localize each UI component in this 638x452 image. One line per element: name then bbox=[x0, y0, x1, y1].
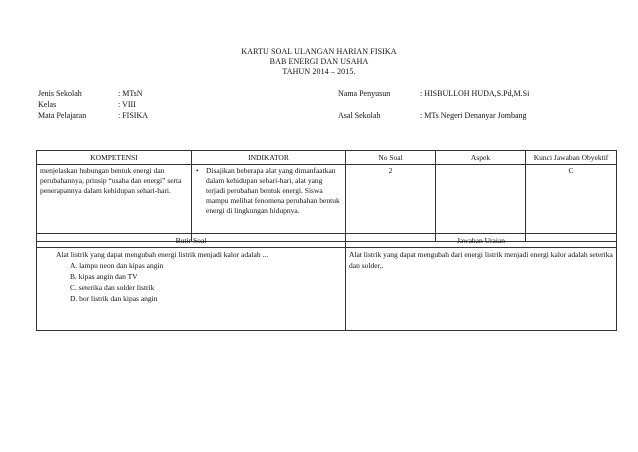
header-no-soal: No Soal bbox=[346, 151, 436, 165]
bullet-icon: • bbox=[196, 166, 199, 175]
meta-label: Jenis Sekolah bbox=[38, 89, 82, 98]
cell-aspek bbox=[436, 165, 526, 242]
cell-butir-soal bbox=[37, 248, 346, 331]
meta-row-jenis-sekolah bbox=[38, 88, 148, 99]
meta-value: : MTsN bbox=[118, 89, 143, 98]
meta-row-asal-sekolah bbox=[338, 110, 529, 121]
cell-kompetensi: menjelaskan hubungan bentuk energi dan perubahannya, prinsip “usaha dan energi” serta penerapannya dalam kehidupan sehari-hari. bbox=[37, 165, 192, 242]
option-a: A. lampu neon dan kipas angin bbox=[70, 261, 164, 270]
meta-left bbox=[38, 88, 148, 121]
question-header-row bbox=[37, 234, 617, 248]
meta-row-spacer bbox=[338, 99, 529, 110]
question-table bbox=[36, 233, 617, 331]
competency-header-row bbox=[37, 151, 617, 165]
meta-value: : MTs Negeri Denanyar Jombang bbox=[420, 111, 527, 120]
header-jawaban-uraian: Jawaban Uraian bbox=[346, 234, 617, 248]
cell-no-soal: 2 bbox=[346, 165, 436, 242]
header-kompetensi: KOMPETENSI bbox=[37, 151, 192, 165]
indikator-text: Disajikan beberapa alat yang dimanfaatkan dalam kehidupan sehari-hari, alat yang terjadi perubahan bentuk energi. Siswa mampu melihat fenomena perubahan bentuk energi di lingkungan hidupnya. bbox=[206, 166, 340, 215]
cell-jawaban-uraian: Alat listrik yang dapat mengubah dari energi listrik menjadi energi kalor adalah seterika dan solder,. bbox=[346, 248, 617, 331]
meta-row-nama-penyusun bbox=[338, 88, 529, 99]
meta-right bbox=[338, 88, 529, 121]
table-row bbox=[37, 165, 617, 242]
meta-row-kelas bbox=[38, 99, 148, 110]
meta-row-mata-pelajaran bbox=[38, 110, 148, 121]
meta-label: Asal Sekolah bbox=[338, 111, 381, 120]
header-kunci-jawaban: Kunci Jawaban Obyektif bbox=[526, 151, 617, 165]
meta-value: : FISIKA bbox=[118, 111, 149, 120]
title-line-2: BAB ENERGI DAN USAHA bbox=[269, 57, 369, 66]
table-row bbox=[37, 248, 617, 331]
cell-kunci: C bbox=[526, 165, 617, 242]
title-line-3: TAHUN 2014 – 2015. bbox=[282, 67, 356, 76]
meta-label: Mata Pelajaran bbox=[38, 111, 87, 120]
competency-table bbox=[36, 150, 617, 242]
title-line-1: KARTU SOAL ULANGAN HARIAN FISIKA bbox=[241, 47, 397, 56]
option-b: B. kipas angin dan TV bbox=[70, 272, 138, 281]
option-d: D. bor listrik dan kipas angin bbox=[70, 294, 158, 303]
option-c: C. seterika dan solder listrik bbox=[70, 283, 155, 292]
meta-label: Kelas bbox=[38, 100, 57, 109]
meta-label: Nama Penyusun bbox=[338, 89, 391, 98]
header-butir-soal: Butir Soal bbox=[37, 234, 346, 248]
meta-value: : VIII bbox=[118, 100, 136, 109]
cell-indikator bbox=[192, 165, 346, 242]
meta-value: : HISBULLOH HUDA,S.Pd,M.Si bbox=[420, 89, 530, 98]
header-indikator: INDIKATOR bbox=[192, 151, 346, 165]
header-aspek: Aspek bbox=[436, 151, 526, 165]
question-text: Alat listrik yang dapat mengubah energi listrik menjadi kalor adalah ... bbox=[56, 250, 269, 259]
document-title bbox=[0, 47, 638, 77]
